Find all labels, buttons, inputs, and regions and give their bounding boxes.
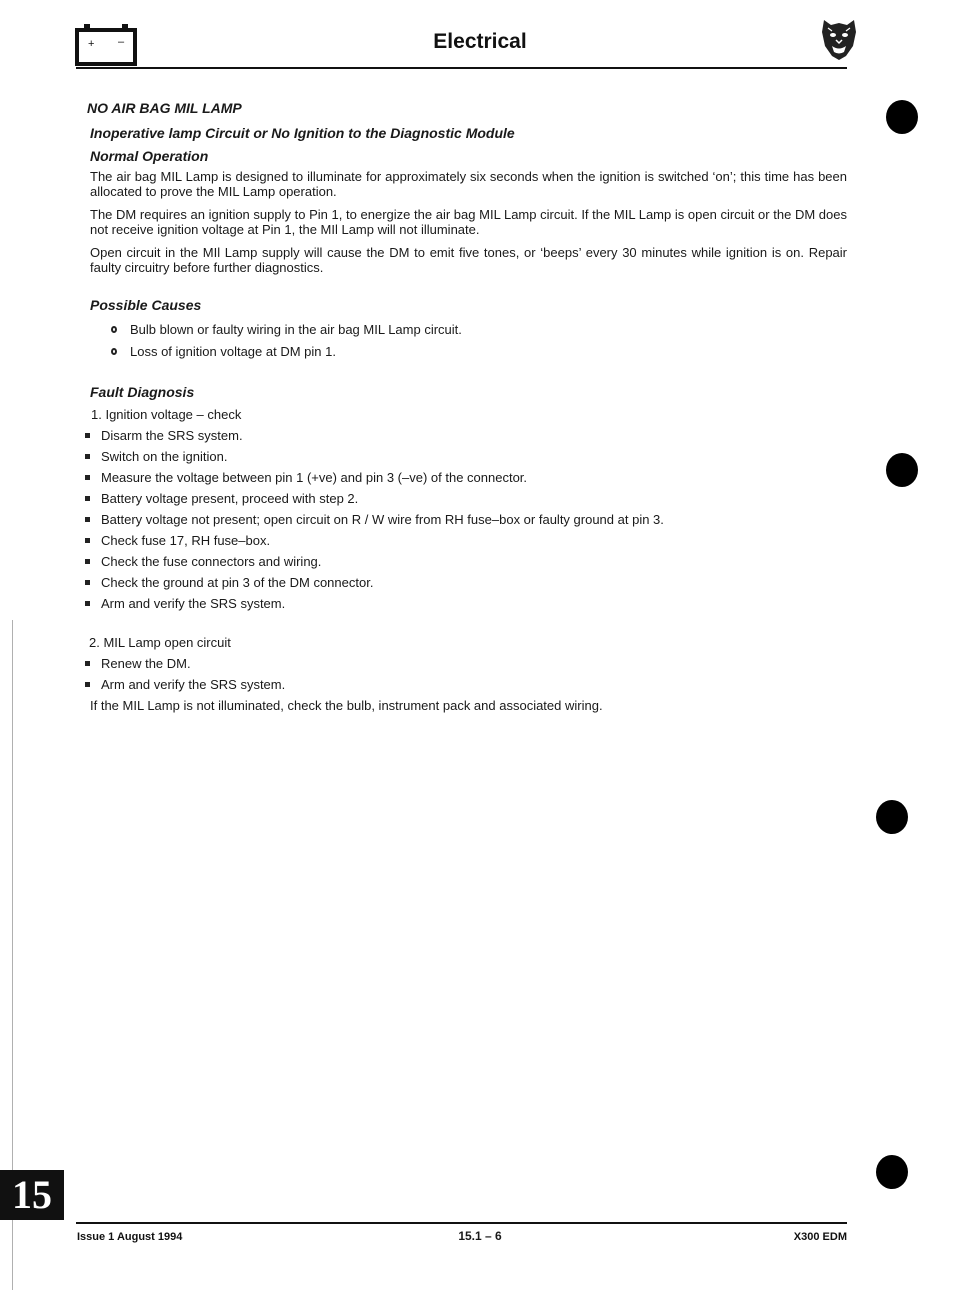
- document-body: [77, 100, 847, 713]
- action-item: Check fuse 17, RH fuse–box.: [85, 533, 847, 548]
- square-bullet-icon: [85, 433, 90, 438]
- paragraph-1: The air bag MIL Lamp is designed to illuminate for approximately six seconds when the ignition is switched ‘on’; this time has been allocated to prove the MIL Lamp operation.: [90, 169, 847, 199]
- page-title: Electrical: [433, 30, 527, 53]
- binder-hole: [886, 453, 918, 487]
- square-bullet-icon: [85, 538, 90, 543]
- binder-hole: [886, 100, 918, 134]
- square-bullet-icon: [85, 601, 90, 606]
- action-item: Measure the voltage between pin 1 (+ve) and pin 3 (–ve) of the connector.: [85, 470, 847, 485]
- action-item: Disarm the SRS system.: [85, 428, 847, 443]
- action-item: Arm and verify the SRS system.: [85, 596, 847, 611]
- step-2-title: 2. MIL Lamp open circuit: [89, 635, 231, 650]
- battery-plus: +: [88, 38, 95, 50]
- header-divider: [76, 67, 847, 69]
- fault-diagnosis-heading: Fault Diagnosis: [90, 384, 195, 400]
- binder-hole: [876, 1155, 908, 1189]
- cause-item: [111, 322, 847, 337]
- cause-item: [111, 344, 847, 359]
- main-heading: NO AIR BAG MIL LAMP: [87, 100, 242, 116]
- paragraph-2: The DM requires an ignition supply to Pin 1, to energize the air bag MIL Lamp circuit. If the MIL Lamp is open circuit or the DM does not receive ignition voltage at Pin 1, the MIl Lamp will not illuminate.: [90, 207, 847, 237]
- action-item: Check the ground at pin 3 of the DM connector.: [85, 575, 847, 590]
- page-number: 15.1 – 6: [458, 1229, 502, 1243]
- square-bullet-icon: [85, 517, 90, 522]
- cause-text: Bulb blown or faulty wiring in the air bag MIL Lamp circuit.: [130, 322, 462, 337]
- binder-hole: [876, 800, 908, 834]
- square-bullet-icon: [85, 682, 90, 687]
- circle-bullet-icon: [111, 326, 117, 333]
- square-bullet-icon: [85, 580, 90, 585]
- possible-causes-heading: Possible Causes: [90, 297, 202, 313]
- square-bullet-icon: [85, 559, 90, 564]
- cause-text: Loss of ignition voltage at DM pin 1.: [130, 344, 336, 359]
- jaguar-head-logo-icon: [818, 16, 860, 62]
- battery-minus: –: [118, 36, 125, 48]
- normal-operation-heading: Normal Operation: [90, 148, 209, 164]
- sub-heading: Inoperative lamp Circuit or No Ignition to the Diagnostic Module: [90, 125, 515, 141]
- action-item: Renew the DM.: [85, 656, 847, 671]
- square-bullet-icon: [85, 475, 90, 480]
- closing-note: If the MIL Lamp is not illuminated, check the bulb, instrument pack and associated wiring.: [90, 698, 603, 713]
- square-bullet-icon: [85, 496, 90, 501]
- circle-bullet-icon: [111, 348, 117, 355]
- step-1-title: 1. Ignition voltage – check: [91, 407, 242, 422]
- action-item: Battery voltage present, proceed with step 2.: [85, 491, 847, 506]
- action-item: Arm and verify the SRS system.: [85, 677, 847, 692]
- action-item: Check the fuse connectors and wiring.: [85, 554, 847, 569]
- footer-doc-id: X300 EDM: [793, 1231, 847, 1243]
- footer-issue: Issue 1 August 1994: [77, 1231, 183, 1243]
- paragraph-3: Open circuit in the MIl Lamp supply will cause the DM to emit five tones, or ‘beeps’ every 30 minutes while ignition is on. Repair faulty circuitry before further diagnostics.: [90, 245, 847, 275]
- action-item: Switch on the ignition.: [85, 449, 847, 464]
- section-tab: 15: [0, 1170, 64, 1220]
- footer-divider: [76, 1222, 847, 1224]
- action-item: Battery voltage not present; open circuit on R / W wire from RH fuse–box or faulty ground at pin 3.: [85, 512, 847, 527]
- square-bullet-icon: [85, 661, 90, 666]
- square-bullet-icon: [85, 454, 90, 459]
